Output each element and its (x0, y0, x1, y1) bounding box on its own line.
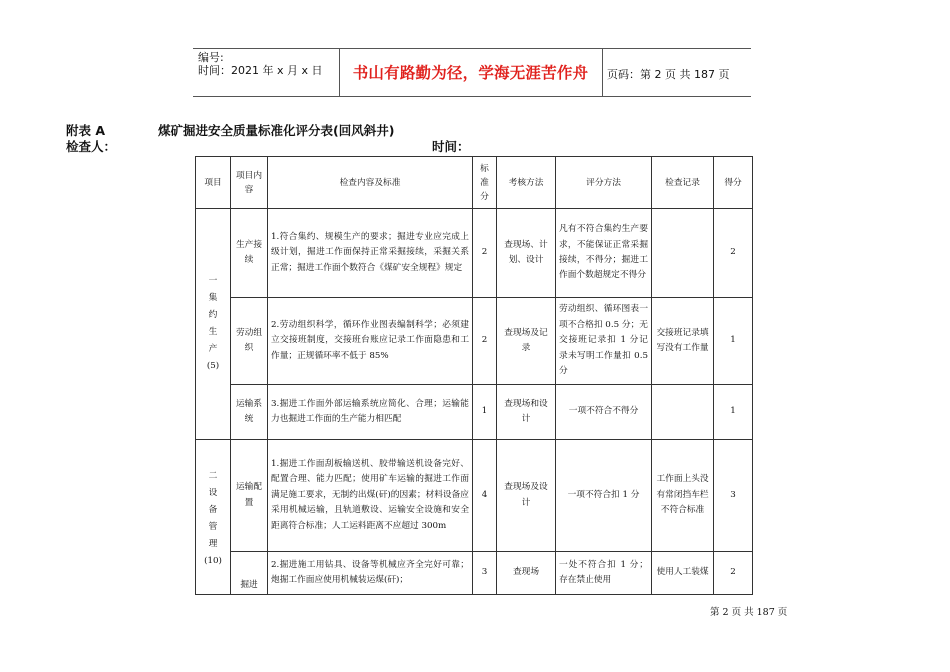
inspection-time-label: 时间： (432, 139, 470, 154)
col-header-content: 项目内容 (231, 157, 268, 209)
cell-record: 工作面上头没有常闭挡车栏不符合标准 (652, 440, 714, 552)
cell-scoring: 凡有不符合集约生产要求，不能保证正常采掘接续，不得分；掘进工作面个数超规定不得分 (556, 209, 652, 298)
header-bottom-rule (193, 96, 751, 97)
cell-score: 2 (714, 209, 753, 298)
cell-content: 劳动组织 (231, 298, 268, 385)
cell-scoring: 一项不符合不得分 (556, 385, 652, 440)
inspector-label: 检查人： (66, 139, 117, 154)
col-header-record: 检查记录 (652, 157, 714, 209)
table-header-row (196, 157, 753, 209)
header-number-label: 编号: (198, 51, 224, 64)
cell-standard: 1.符合集约、规模生产的要求；掘进专业应完成上级计划，掘进工作面保持正常采掘接续，采掘关系正常；掘进工作面个数符合《煤矿安全规程》规定 (268, 209, 473, 298)
col-header-score-std: 标准分 (473, 157, 497, 209)
header-divider (602, 48, 603, 96)
cell-record (652, 209, 714, 298)
table-row (196, 440, 753, 552)
cell-score-std: 2 (473, 298, 497, 385)
cell-score: 1 (714, 385, 753, 440)
table-row (196, 298, 753, 385)
cell-score-std: 2 (473, 209, 497, 298)
cell-standard: 2.掘进施工用钻具、设备等机械应齐全完好可靠；炮掘工作面应使用机械装运煤(矸)； (268, 552, 473, 595)
cell-method: 查现场和设计 (497, 385, 556, 440)
cell-method: 查现场及设计 (497, 440, 556, 552)
table-row (196, 552, 753, 595)
header-meta (198, 51, 323, 77)
col-header-score: 得分 (714, 157, 753, 209)
cell-standard: 1.掘进工作面刮板输送机、胶带输送机设备完好、配置合理、能力匹配；使用矿车运输的掘进工作面满足施工要求，无制约出煤(矸)的因素；材料设备应采用机械运输，且轨道敷设、运输安全设施和安全距离符合标准；人工运料距离不应超过 300m (268, 440, 473, 552)
group-label-equipment-management: 二 设 备 管 理 (10) (196, 440, 231, 595)
cell-content: 运输配置 (231, 440, 268, 552)
cell-standard: 2.劳动组织科学，循环作业图表编制科学；必须建立交接班制度，交接班台账应记录工作面隐患和工作量；正规循环率不低于 85% (268, 298, 473, 385)
document-title: 煤矿掘进安全质量标准化评分表(回风斜井) (158, 123, 395, 138)
cell-score-std: 1 (473, 385, 497, 440)
cell-scoring: 劳动组织、循环图表一项不合格扣 0.5 分；无交接班记录扣 1 分记录未写明工作量扣 0.5 分 (556, 298, 652, 385)
col-header-scoring: 评分方法 (556, 157, 652, 209)
cell-scoring: 一项不符合扣 1 分 (556, 440, 652, 552)
page-footer: 第 2 页 共 187 页 (710, 607, 788, 618)
cell-score: 1 (714, 298, 753, 385)
cell-method: 查现场及记录 (497, 298, 556, 385)
cell-content: 运输系统 (231, 385, 268, 440)
cell-method: 查现场 (497, 552, 556, 595)
cell-content: 生产接续 (231, 209, 268, 298)
cell-score: 2 (714, 552, 753, 595)
cell-record: 交接班记录填写没有工作量 (652, 298, 714, 385)
table-row (196, 209, 753, 298)
header-page-label: 页码：第 2 页 共 187 页 (607, 68, 730, 81)
scoring-table (195, 156, 753, 595)
cell-standard: 3.掘进工作面外部运输系统应简化、合理；运输能力也掘进工作面的生产能力相匹配 (268, 385, 473, 440)
header-time-label: 时间：2021 年 x 月 x 日 (198, 64, 323, 77)
cell-content: 掘进 (231, 552, 268, 595)
group-label-intensive-production: 一 集 约 生 产 (5) (196, 209, 231, 440)
cell-scoring: 一处不符合扣 1 分；存在禁止使用 (556, 552, 652, 595)
cell-score-std: 3 (473, 552, 497, 595)
cell-method: 查现场、计划、设计 (497, 209, 556, 298)
annex-label: 附表 A (66, 123, 106, 138)
cell-score-std: 4 (473, 440, 497, 552)
cell-record: 使用人工装煤 (652, 552, 714, 595)
header-motto: 书山有路勤为径，学海无涯苦作舟 (352, 64, 589, 82)
cell-score: 3 (714, 440, 753, 552)
col-header-method: 考核方法 (497, 157, 556, 209)
col-header-item: 项目 (196, 157, 231, 209)
cell-record (652, 385, 714, 440)
col-header-standard: 检查内容及标准 (268, 157, 473, 209)
table-row (196, 385, 753, 440)
